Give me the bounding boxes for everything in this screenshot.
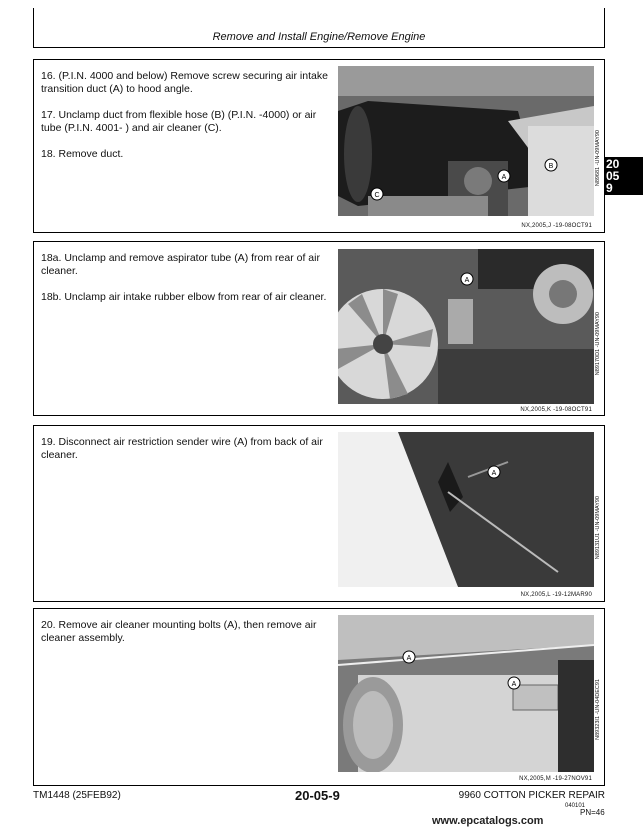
watermark: www.epcatalogs.com (432, 815, 544, 827)
step-paragraph: 19. Disconnect air restriction sender wire (A) from back of air cleaner. (41, 436, 323, 461)
step-paragraph: 20. Remove air cleaner mounting bolts (A), then remove air cleaner assembly. (41, 619, 317, 644)
image-code: N89323I1 -UN-04DEC91 (595, 679, 601, 740)
image-caption: NX,2005,K -19-08OCT91 (520, 407, 592, 413)
svg-text:A: A (511, 681, 517, 688)
svg-text:B: B (548, 163, 554, 170)
step-photo (338, 432, 594, 587)
page-header-title: Remove and Install Engine/Remove Engine (212, 31, 426, 43)
step-paragraph: 18a. Unclamp and remove aspirator tube (A) from rear of air cleaner. (41, 252, 320, 277)
step-text (41, 252, 331, 317)
step-photo (338, 249, 594, 404)
step-panel-2 (33, 241, 605, 416)
step-text (41, 619, 331, 658)
tab-line: 9 (606, 181, 613, 195)
step-paragraph: 18b. Unclamp air intake rubber elbow from rear of air cleaner. (41, 291, 327, 303)
tab-line: 20 (606, 157, 620, 171)
step-text (41, 436, 331, 475)
step-paragraph: 16. (P.I.N. 4000 and below) Remove screw securing air intake transition duct (A) to hood angle. (41, 70, 328, 95)
step-panel-4 (33, 608, 605, 786)
header-frame (33, 8, 605, 48)
footer-page-number: 20-05-9 (295, 788, 340, 803)
image-caption: NX,2005,L -19-12MAR90 (520, 592, 592, 598)
footer-code: 040101 (565, 803, 586, 809)
tab-line: 05 (606, 169, 620, 183)
footer-manual: TM1448 (25FEB92) (33, 790, 121, 801)
svg-text:A: A (491, 470, 497, 477)
step-photo (338, 615, 594, 772)
svg-text:C: C (374, 192, 380, 199)
step-panel-3 (33, 425, 605, 602)
image-code: N89170D1 -UN-09MAY90 (595, 312, 601, 376)
step-panel-1 (33, 59, 605, 233)
step-paragraph: 18. Remove duct. (41, 148, 124, 160)
svg-text:A: A (501, 174, 507, 181)
step-text (41, 70, 331, 174)
image-code: N89131U1 -UN-09MAY90 (595, 496, 601, 560)
step-paragraph: 17. Unclamp duct from flexible hose (B) (P.I.N. -4000) or air tube (P.I.N. 4001- ) and air cleaner (C). (41, 109, 317, 134)
svg-text:A: A (464, 277, 470, 284)
section-tab (604, 157, 643, 195)
image-caption: NX,2005,M -19-27NOV91 (519, 776, 592, 782)
footer-title: 9960 COTTON PICKER REPAIR (458, 790, 605, 801)
footer-pn: PN=46 (580, 808, 605, 817)
image-code: N89681 -UN-09MAY90 (595, 130, 601, 187)
svg-text:A: A (406, 655, 412, 662)
step-photo (338, 66, 594, 216)
image-caption: NX,2005,J -19-08OCT91 (521, 223, 592, 229)
